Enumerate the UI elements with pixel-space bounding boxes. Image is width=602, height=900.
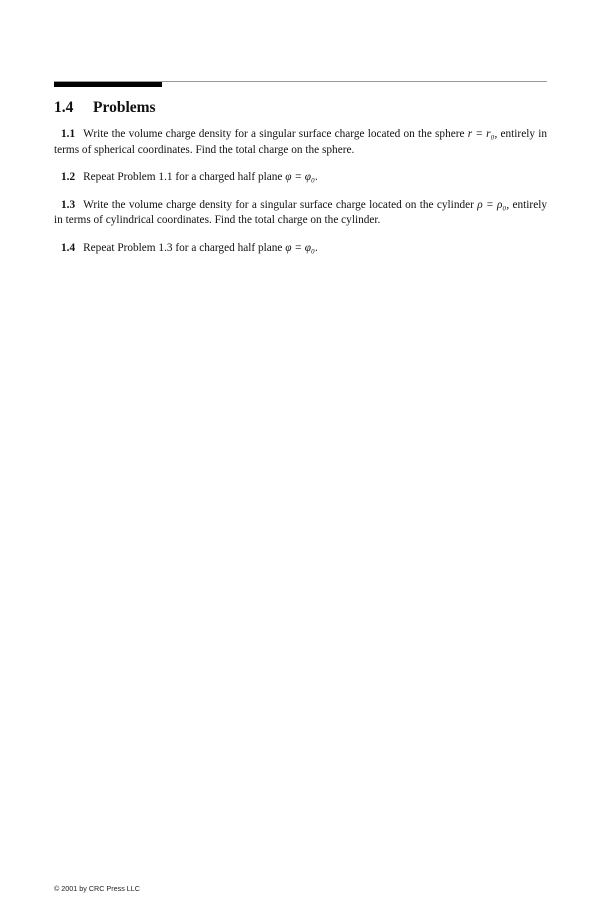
- problem-math: φ = φ₀: [285, 171, 315, 184]
- problem-1-2: [54, 170, 547, 186]
- problem-text: Repeat Problem 1.1 for a charged half plane: [83, 171, 286, 184]
- problem-math: φ = φ₀: [285, 241, 315, 254]
- problem-1-4: [54, 241, 547, 257]
- problem-text: Write the volume charge density for a singular surface charge located on the cylinder: [83, 198, 478, 211]
- problem-1-1: [54, 127, 547, 158]
- section-heading: [54, 99, 156, 117]
- problem-text: Repeat Problem 1.3 for a charged half plane: [83, 241, 286, 254]
- problem-math: ρ = ρ₀: [477, 198, 507, 211]
- problem-number: 1.2: [61, 171, 76, 184]
- section-title: Problems: [93, 99, 156, 116]
- header-rule-accent: [54, 82, 162, 87]
- problem-text: .: [314, 171, 318, 184]
- problem-1-3: [54, 198, 547, 229]
- problem-list: [54, 127, 547, 269]
- problem-number: 1.3: [61, 198, 76, 211]
- problem-text: Write the volume charge density for a singular surface charge located on the sphere: [83, 128, 468, 140]
- section-number: 1.4: [54, 99, 74, 116]
- problem-number: 1.1: [61, 128, 76, 140]
- problem-math: r = r₀: [467, 128, 495, 140]
- problem-text: , entirely in terms of cylindrical coordinates. Find the total charge on the cylinder.: [54, 198, 547, 227]
- problem-text: .: [314, 241, 318, 254]
- copyright-footer: © 2001 by CRC Press LLC: [54, 884, 140, 893]
- problem-text: , entirely in terms of spherical coordinates. Find the total charge on the sphere.: [54, 128, 547, 156]
- problem-number: 1.4: [61, 241, 76, 254]
